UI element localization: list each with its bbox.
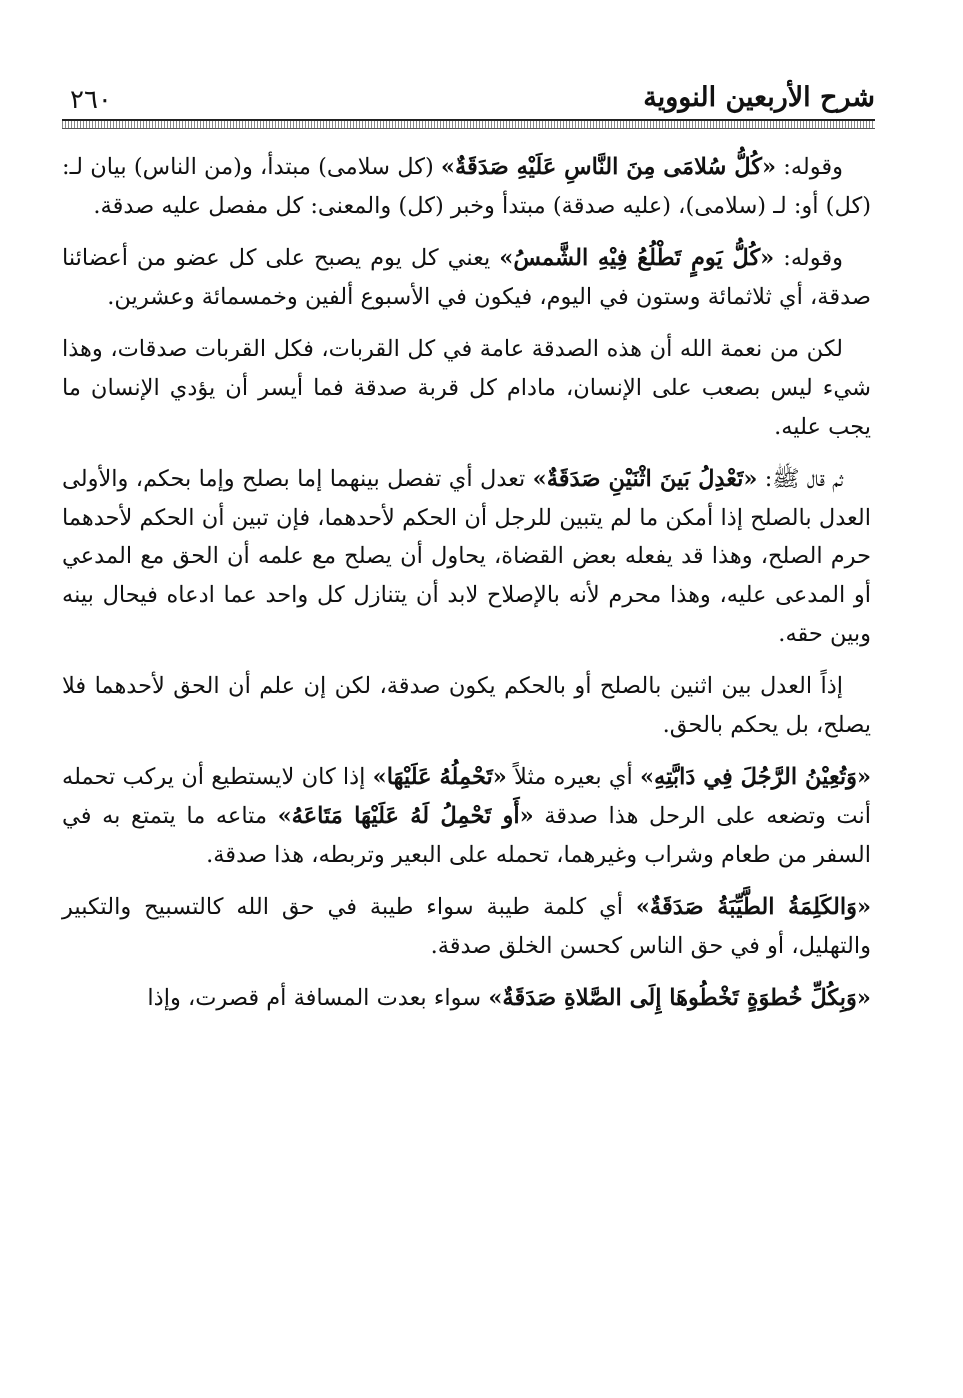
page-number: ٢٦٠ <box>70 85 112 115</box>
paragraph-text: وقوله: <box>774 245 843 272</box>
paragraph-text: (كل سلامى) مبتدأ، و(من الناس) بيان لـ: (كل) أو: لـ (سلامى)، (عليه صدقة) مبتدأ وخبر (كل) والمعنى: كل مفصل عليه صدقة. <box>62 154 871 219</box>
paragraph-text: يعني كل يوم يصبح على كل عضو من أعضائنا صدقة، أي ثلاثمائة وستون في اليوم، فيكون في الأسبوع ألفين وخمسمائة وعشرين. <box>62 245 871 310</box>
paragraph-text: إذاً العدل بين اثنين بالصلح أو بالحكم يكون صدقة، لكن إن علم أن الحق لأحدهما فلا يصلح، بل يحكم بالحق. <box>62 673 871 738</box>
paragraph-text: ثم قال ﷺ: <box>757 466 843 493</box>
paragraph <box>62 148 871 225</box>
paragraph-text: وقوله: <box>776 154 843 180</box>
paragraph <box>62 888 871 965</box>
page-title: شرح الأربعين النووية <box>643 82 875 113</box>
header-rule <box>62 119 875 129</box>
hadith-quote: «أَو تَحْمِلُ لَهُ عَلَيْهَا مَتَاعَهُ» <box>277 802 534 829</box>
hadith-quote: «تَحْمِلُهُ عَلَيْهَا» <box>372 764 507 791</box>
paragraph-text: أي بعيره مثلاً <box>506 764 640 791</box>
paragraph-text: لكن من نعمة الله أن هذه الصدقة عامة في كل القربات، فكل القربات صدقات، وهذا شيء ليس بصعب على الإنسان، مادام كل قربة صدقة فما أيسر أن يؤدي الإنسان ما يجب عليه. <box>62 336 871 440</box>
hadith-quote: «تَعْدِلُ بَينَ اثْنَيْنِ صَدَقَةٌ» <box>532 466 758 493</box>
hadith-quote: «وَبِكُلِّ خُطوَةٍ تَخْطُوهَا إِلَى الصَّلاةِ صَدَقَةٌ» <box>488 985 871 1012</box>
paragraph <box>62 979 871 1018</box>
paragraph-text: متاعه ما يتمتع به في السفر من طعام وشراب وغيرهما، تحمله على البعير وتربطه، هذا صدقة. <box>62 802 871 868</box>
hadith-quote: «وَتُعِيْنُ الرَّجُلَ فِي دَابَّتِهِ» <box>639 764 872 791</box>
paragraph-text: أي كلمة طيبة سواء طيبة في حق الله كالتسبيح والتكبير والتهليل، أو في حق الناس كحسن الخلق صدقة. <box>62 894 871 959</box>
paragraph <box>62 239 871 316</box>
hadith-quote: «كُلُّ سُلامَى مِنَ النَّاسِ عَلَيْهِ صَدَقَةٌ» <box>440 154 777 180</box>
hadith-quote: «كُلُّ يَومٍ تَطْلُعُ فِيْهِ الشَّمسُ» <box>499 245 775 272</box>
paragraph <box>62 667 871 744</box>
paragraph-text: سواء بعدت المسافة أم قصرت، وإذا <box>147 985 489 1012</box>
page-body <box>62 148 871 1032</box>
paragraph-text: تعدل أي تفصل بينهما إما بصلح وإما بحكم، والأولى العدل بالصلح إذا أمكن ما لم يتبين للرجل أن الحكم لأحدهما، فإن تبين أن الحكم لأحدهما حرم الصلح، وهذا قد يفعله بعض القضاة، يحاول أن يصلح مع علمه أن الحق مع المدعي أو المدعى عليه، وهذا محرم لأنه بالإصلاح لابد أن يتنازل كل واحد عما ادعاه فيحال بينه وبين حقه. <box>62 466 871 647</box>
paragraph <box>62 758 871 874</box>
paragraph <box>62 330 871 446</box>
page-header <box>62 80 875 120</box>
paragraph-text: إذا كان لايستطيع أن يركب تحمله أنت وتضعه على الرحل هذا صدقة <box>62 764 872 829</box>
paragraph <box>62 460 871 653</box>
hadith-quote: «وَالكَلِمَةُ الطَّيِّبَةُ صَدَقَةٌ» <box>635 894 872 921</box>
